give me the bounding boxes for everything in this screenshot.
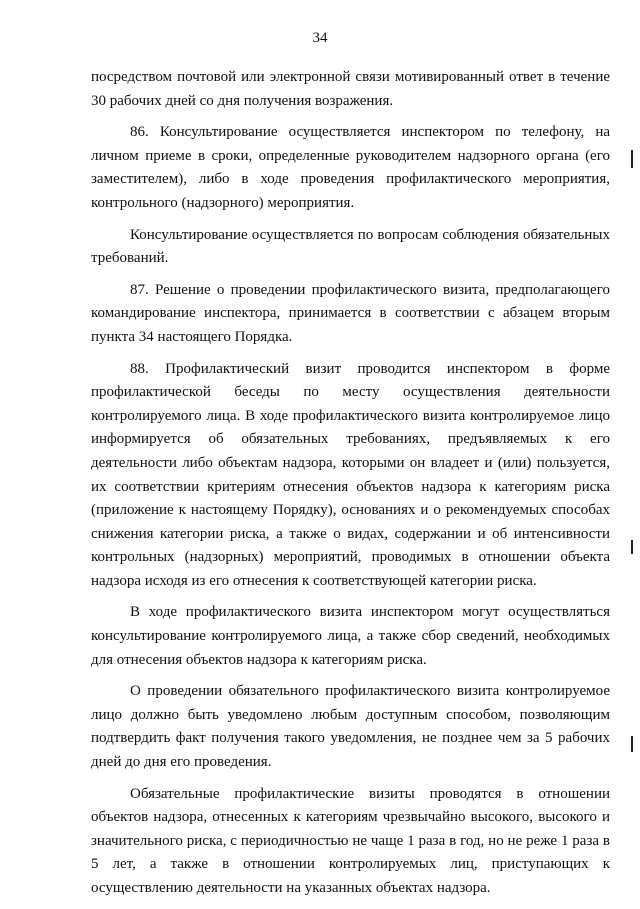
- scan-edge-mark: [631, 736, 633, 752]
- scan-edge-mark: [631, 540, 633, 554]
- paragraph-88-notification: О проведении обязательного профилактического визита контролируемое лицо должно быть уведомлено любым доступным способом, позволяющим подтвердить факт получения такого уведомления, не позднее чем за 5 рабочих дней до дня его проведения.: [91, 683, 610, 771]
- page-number: 34: [312, 30, 328, 46]
- paragraph-86-consultation-topics: Консультирование осуществляется по вопросам соблюдения обязательных требований.: [91, 226, 610, 267]
- scan-edge-mark: [631, 150, 633, 168]
- paragraph-88: 88. Профилактический визит проводится инспектором в форме профилактической беседы по месту осуществления деятельности контролируемого лица. В ходе профилактического визита контролируемое лицо информируется об обязательных требованиях, предъявляемых к его деятельности либо объектам надзора, которыми он владеет и (или) пользуется, их соответствии критериям отнесения объектов надзора к категориям риска (приложение к настоящему Порядку), основаниях и о рекомендуемых способах снижения категории риска, а также о видах, содержании и об интенсивности контрольных (надзорных) мероприятий, проводимых в отношении объекта надзора исходя из его отнесения к соответствующей категории риска.: [91, 360, 610, 589]
- paragraph-88-mandatory-visits: Обязательные профилактические визиты проводятся в отношении объектов надзора, отнесенных к категориям чрезвычайно высокого, высокого и значительного риска, с периодичностью не чаще 1 раза в год, но не реже 1 раза в 5 лет, а также в отношении контролируемых лиц, приступающих к осуществлению деятельности на указанных объектах надзора.: [91, 785, 610, 896]
- page-body: [91, 66, 610, 909]
- paragraph-continuation: посредством почтовой или электронной связи мотивированный ответ в течение 30 рабочих дней со дня получения возражения.: [91, 69, 610, 109]
- paragraph-88-consulting: В ходе профилактического визита инспектором могут осуществляться консультирование контролируемого лица, а также сбор сведений, необходимых для отнесения объектов надзора к категориям риска.: [91, 604, 610, 668]
- paragraph-86: 86. Консультирование осуществляется инспектором по телефону, на личном приеме в сроки, определенные руководителем надзорного органа (его заместителем), либо в ходе проведения профилактического мероприятия, контрольного (надзорного) мероприятия.: [91, 124, 610, 211]
- paragraph-87: 87. Решение о проведении профилактического визита, предполагающего командирование инспектора, принимается в соответствии с абзацем вторым пункта 34 настоящего Порядка.: [91, 281, 610, 345]
